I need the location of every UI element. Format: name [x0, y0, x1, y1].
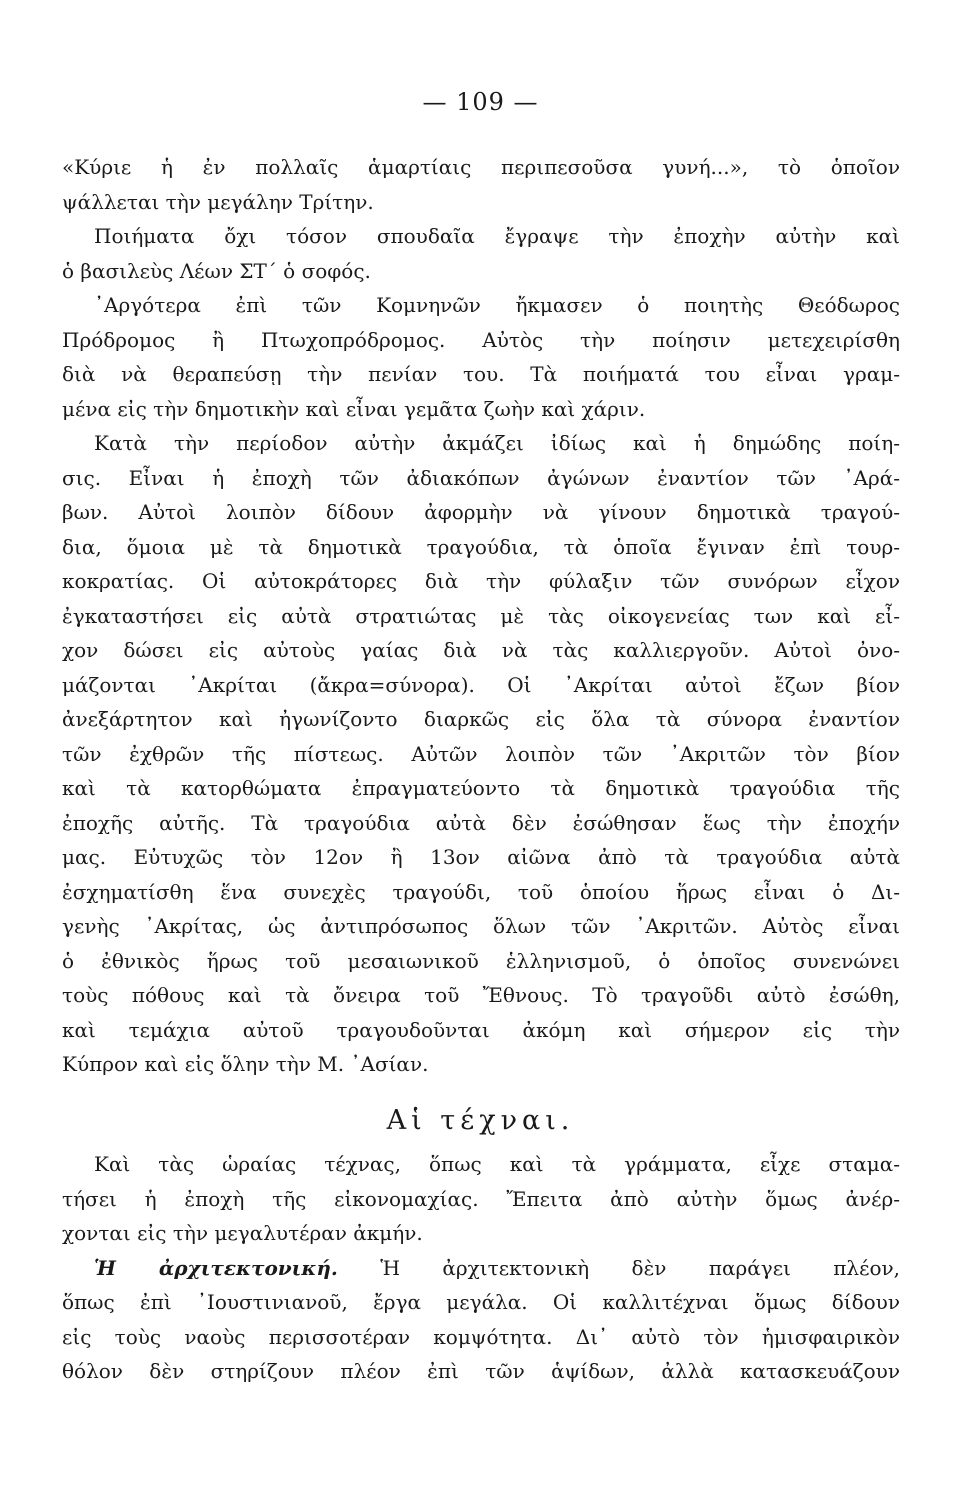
- text-line: δια, ὅμοια μὲ τὰ δημοτικὰ τραγούδια, τὰ ὁποῖα ἔγιναν ἐπὶ τουρ-: [62, 534, 900, 559]
- text-line: ψάλλεται τὴν μεγάλην Τρίτην.: [62, 189, 374, 214]
- lead-term: Ἡ ἀρχιτεκτονική.: [94, 1255, 338, 1280]
- text-line: ὅπως ἐπὶ ᾿Ιουστινιανοῦ, ἔργα μεγάλα. Οἱ καλλιτέχναι ὅμως δίδουν: [62, 1290, 900, 1314]
- arts-text-block: [62, 1147, 900, 1389]
- text-line: ἐσχηματίσθη ἕνα συνεχὲς τραγούδι, τοῦ ὁποίου ἥρως εἶναι ὁ Δι-: [62, 879, 900, 904]
- text-line: εἰς τοὺς ναοὺς περισσοτέραν κομψότητα. Δι᾿ αὐτὸ τὸν ἡμισφαιρικὸν: [62, 1324, 900, 1349]
- text-line: χον δώσει εἰς αὐτοὺς γαίας διὰ νὰ τὰς καλλιεργοῦν. Αὐτοὶ ὀνο-: [62, 638, 900, 662]
- text-line: μάζονται ᾿Ακρίται (ἄκρα=σύνορα). Οἱ ᾿Ακρίται αὐτοὶ ἔζων βίον: [62, 672, 900, 697]
- text-line: βων. Αὐτοὶ λοιπὸν δίδουν ἀφορμὴν νὰ γίνουν δημοτικὰ τραγού-: [62, 500, 900, 524]
- text-line: Κύπρον καὶ εἰς ὅλην τὴν Μ. ᾿Ασίαν.: [62, 1052, 429, 1076]
- text-line: Κατὰ τὴν περίοδον αὐτὴν ἀκμάζει ἰδίως καὶ ἡ δημώδης ποίη-: [94, 431, 900, 455]
- text-line: [62, 1251, 900, 1286]
- text-line: σις. Εἶναι ἡ ἐποχὴ τῶν ἀδιακόπων ἀγώνων ἐναντίον τῶν ᾿Αρά-: [62, 465, 900, 490]
- text-line: ᾿Αργότερα ἐπὶ τῶν Κομνηνῶν ἤκμασεν ὁ ποιητὴς Θεόδωρος: [94, 293, 900, 317]
- text-line: καὶ τὰ κατορθώματα ἐπραγματεύοντο τὰ δημοτικὰ τραγούδια τῆς: [62, 776, 900, 800]
- section-heading: Αἱ τέχναι.: [386, 1105, 575, 1136]
- text-line: τοὺς πόθους καὶ τὰ ὄνειρα τοῦ Ἔθνους. Τὸ τραγοῦδι αὐτὸ ἐσώθη,: [62, 983, 900, 1007]
- text-line: ἀνεξάρτητον καὶ ἠγωνίζοντο διαρκῶς εἰς ὅλα τὰ σύνορα ἐναντίον: [62, 707, 900, 731]
- text-line: ἐγκαταστήσει εἰς αὐτὰ στρατιώτας μὲ τὰς οἰκογενείας των καὶ εἶ-: [62, 603, 900, 628]
- text-line: κοκρατίας. Οἱ αὐτοκράτορες διὰ τὴν φύλαξιν τῶν συνόρων εἶχον: [62, 569, 900, 593]
- page-number: — 109 —: [422, 88, 539, 116]
- text-line: μας. Εὐτυχῶς τὸν 12ον ἢ 13ον αἰῶνα ἀπὸ τὰ τραγούδια αὐτὰ: [62, 845, 900, 869]
- text-line: ἐποχῆς αὐτῆς. Τὰ τραγούδια αὐτὰ δὲν ἐσώθησαν ἕως τὴν ἐποχήν: [62, 810, 900, 835]
- text-line: χονται εἰς τὴν μεγαλυτέραν ἀκμήν.: [62, 1221, 423, 1245]
- text-line: τήσει ἡ ἐποχὴ τῆς εἰκονομαχίας. Ἔπειτα ἀπὸ αὐτὴν ὅμως ἀνέρ-: [62, 1186, 900, 1211]
- text-line: μένα εἰς τὴν δημοτικὴν καὶ εἶναι γεμᾶτα ζωὴν καὶ χάριν.: [62, 396, 646, 421]
- text-line: Ποιήματα ὄχι τόσον σπουδαῖα ἔγραψε τὴν ἐποχὴν αὐτὴν καὶ: [94, 224, 900, 248]
- text-line: τῶν ἐχθρῶν τῆς πίστεως. Αὐτῶν λοιπὸν τῶν ᾿Ακριτῶν τὸν βίον: [62, 741, 900, 766]
- text-line: Καὶ τὰς ὡραίας τέχνας, ὅπως καὶ τὰ γράμματα, εἶχε σταμα-: [94, 1152, 900, 1176]
- lead-rest: Ἡ ἀρχιτεκτονικὴ δὲν παράγει πλέον,: [337, 1255, 900, 1280]
- text-line: θόλον δὲν στηρίζουν πλέον ἐπὶ τῶν ἁψίδων, ἀλλὰ κατασκευάζουν: [62, 1359, 900, 1383]
- text-line: Πρόδρομος ἢ Πτωχοπρόδρομος. Αὐτὸς τὴν ποίησιν μετεχειρίσθη: [62, 327, 900, 352]
- text-line: καὶ τεμάχια αὐτοῦ τραγουδοῦνται ἀκόμη καὶ σήμερον εἰς τὴν: [62, 1017, 900, 1042]
- text-line: «Κύριε ἡ ἐν πολλαῖς ἁμαρτίαις περιπεσοῦσα γυνή...», τὸ ὁποῖον: [62, 155, 900, 179]
- text-line: διὰ νὰ θεραπεύσῃ τὴν πενίαν του. Τὰ ποιήματά του εἶναι γραμ-: [62, 362, 900, 386]
- text-line: ὁ βασιλεὺς Λέων ΣΤ΄ ὁ σοφός.: [62, 258, 371, 283]
- text-line: γενὴς ᾿Ακρίτας, ὡς ἀντιπρόσωπος ὅλων τῶν ᾿Ακριτῶν. Αὐτὸς εἶναι: [62, 914, 900, 938]
- text-line: ὁ ἐθνικὸς ἥρως τοῦ μεσαιωνικοῦ ἑλληνισμοῦ, ὁ ὁποῖος συνενώνει: [62, 948, 900, 973]
- main-text-block: [62, 150, 900, 1082]
